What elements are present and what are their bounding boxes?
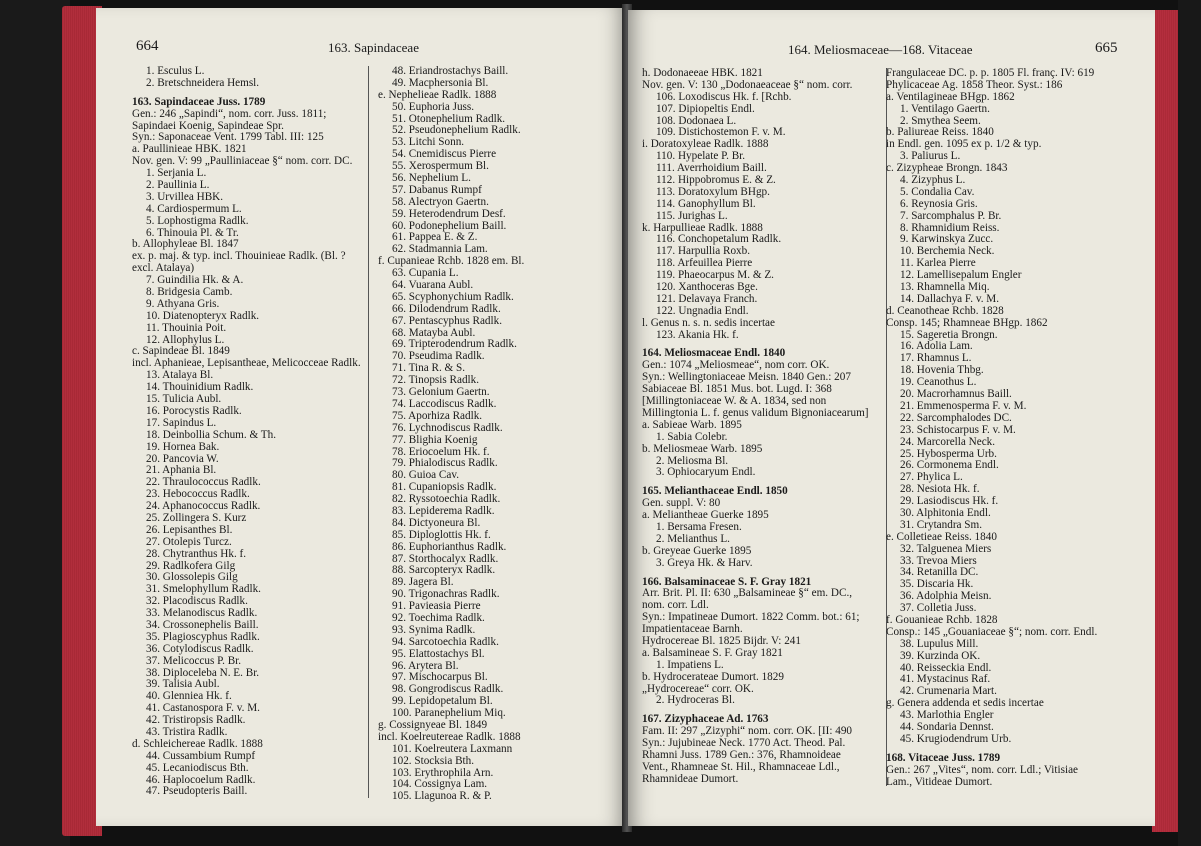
tribe-heading: f. Cupanieae Rchb. 1828 em. Bl.	[378, 255, 525, 268]
tribe-heading: e. Nephelieae Radlk. 1888	[378, 88, 497, 101]
genus-entry: 69. Tripterodendrum Radlk.	[392, 338, 517, 351]
text-line: excl. Atalaya)	[132, 262, 195, 275]
genus-entry: 18. Hovenia Thbg.	[900, 364, 984, 377]
tribe-heading: a. Ventilagineae BHgp. 1862	[886, 90, 1015, 103]
genus-entry: 23. Schistocarpus F. v. M.	[900, 423, 1016, 436]
genus-entry: 2. Meliosma Bl.	[656, 454, 729, 467]
text-line: Hydrocereae Bl. 1825 Bijdr. V: 241	[642, 634, 801, 647]
genus-entry: 8. Bridgesia Camb.	[146, 286, 233, 299]
left-column-1	[132, 66, 369, 798]
genus-entry: 22. Thraulococcus Radlk.	[146, 476, 261, 489]
text-line: Gen.: 267 „Vites“, nom. corr. Ldl.; Vitisiae	[886, 763, 1079, 776]
genus-entry: 30. Glossolepis Gilg	[146, 571, 238, 584]
genus-entry: 79. Phialodiscus Radlk.	[392, 457, 498, 470]
right-column-2	[886, 68, 1126, 788]
genus-entry: 12. Allophylus L.	[146, 333, 225, 346]
text-line: Sapindaei Koenig, Sapindeae Spr.	[132, 119, 284, 132]
genus-entry: 3. Urvillea HBK.	[146, 190, 224, 203]
text-line: Lam., Vitideae Dumort.	[886, 775, 993, 788]
genus-entry: 53. Litchi Sonn.	[392, 136, 465, 149]
genus-entry: 2. Paullinia L.	[146, 179, 210, 192]
genus-entry: 2. Hydroceras Bl.	[656, 694, 735, 707]
text-line: Rhamni Juss. 1789 Gen.: 376, Rhamnoideae	[642, 748, 841, 761]
tribe-heading: b. Paliureae Reiss. 1840	[886, 126, 994, 139]
genus-entry: 34. Retanilla DC.	[900, 566, 979, 579]
genus-entry: 41. Mystacinus Raf.	[900, 673, 991, 686]
genus-entry: 1. Esculus L.	[146, 65, 205, 77]
genus-entry: 38. Lupulus Mill.	[900, 637, 979, 650]
family-heading: 165. Melianthaceae Endl. 1850	[642, 485, 788, 498]
tribe-heading: i. Doratoxyleae Radlk. 1888	[642, 138, 769, 151]
tribe-heading: b. Hydrocerateae Dumort. 1829	[642, 670, 784, 683]
tribe-heading: a. Melianthеae Guerke 1895	[642, 509, 769, 522]
genus-entry: 67. Pentascyphus Radlk.	[392, 314, 503, 327]
text-line: Frangulaceae DC. p. p. 1805 Fl. franç. IV: 619	[886, 67, 1095, 79]
genus-entry: 4. Zizyphus L.	[900, 174, 966, 187]
genus-entry: 26. Cormonema Endl.	[900, 459, 999, 472]
genus-entry: 96. Arytera Bl.	[392, 659, 459, 672]
genus-entry: 48. Eriandrostachys Baill.	[392, 65, 509, 77]
genus-entry: 7. Sarcomphalus P. Br.	[900, 209, 1002, 222]
genus-entry: 44. Cussambium Rumpf	[146, 749, 256, 762]
genus-entry: 13. Atalaya Bl.	[146, 369, 214, 382]
genus-entry: 121. Delavaya Franch.	[656, 292, 758, 305]
genus-entry: 73. Gelonium Gaertn.	[392, 386, 490, 399]
genus-entry: 9. Athyana Gris.	[146, 297, 220, 310]
genus-entry: 64. Vuarana Aubl.	[392, 279, 474, 292]
genus-entry: 60. Podonephelium Baill.	[392, 219, 507, 232]
genus-entry: 13. Rhamnella Miq.	[900, 281, 990, 294]
genus-entry: 1. Bersama Fresen.	[656, 520, 742, 533]
genus-entry: 103. Erythrophila Arn.	[392, 766, 494, 779]
genus-entry: 94. Sarcotoechia Radlk.	[392, 635, 499, 648]
genus-entry: 81. Cupaniopsis Radlk.	[392, 481, 497, 494]
tribe-heading: g. Cossignyeae Bl. 1849	[378, 718, 488, 731]
genus-entry: 101. Koelreutera Laxmann	[392, 742, 513, 755]
genus-entry: 59. Heterodendrum Desf.	[392, 207, 506, 220]
genus-entry: 78. Eriocoelum Hk. f.	[392, 445, 490, 458]
book-edge-right	[1178, 0, 1201, 846]
genus-entry: 37. Melicoccus P. Br.	[146, 654, 242, 667]
genus-entry: 31. Crytandra Sm.	[900, 518, 983, 531]
genus-entry: 15. Tulicia Aubl.	[146, 393, 222, 406]
text-line: Phylicaceae Ag. 1858 Theor. Syst.: 186	[886, 78, 1063, 91]
family-heading: 167. Zizyphaceae Ad. 1763	[642, 713, 769, 726]
text-line: Rhamnideae Dumort.	[642, 772, 739, 785]
genus-entry: 17. Rhamnus L.	[900, 352, 972, 365]
text-line: Consp. 145; Rhamneae BHgp. 1862	[886, 316, 1048, 329]
tribe-heading: l. Genus n. s. n. sedis incertae	[642, 316, 775, 329]
genus-entry: 17. Sapindus L.	[146, 416, 217, 429]
text-line: incl. Koelreutereae Radlk. 1888	[378, 730, 521, 743]
genus-entry: 29. Radlkofera Gilg	[146, 559, 236, 572]
genus-entry: 43. Marlothia Engler	[900, 709, 994, 722]
genus-entry: 34. Crossonephelis Baill.	[146, 618, 259, 631]
genus-entry: 39. Kurzinda OK.	[900, 649, 981, 662]
text-line: Syn.: Jujubineae Neck. 1770 Act. Theod. Pal.	[642, 737, 846, 750]
genus-entry: 112. Hippobromus E. & Z.	[656, 174, 776, 187]
genus-entry: 21. Emmenosperma F. v. M.	[900, 399, 1027, 412]
genus-entry: 36. Adolphia Meisn.	[900, 590, 992, 603]
left-column-2	[378, 66, 618, 803]
genus-entry: 107. Dipiopeltis Endl.	[656, 102, 755, 115]
tribe-heading: c. Zizypheae Brongn. 1843	[886, 162, 1008, 175]
genus-entry: 23. Hebococcus Radlk.	[146, 488, 250, 501]
genus-entry: 91. Pavieasia Pierre	[392, 600, 481, 613]
genus-entry: 14. Dallachya F. v. M.	[900, 292, 1000, 305]
text-line: Fam. II: 297 „Zizyphi“ nom. corr. OK. [II: 490	[642, 725, 853, 738]
genus-entry: 58. Alectryon Gaertn.	[392, 195, 489, 208]
genus-entry: 104. Cossignya Lam.	[392, 778, 488, 791]
genus-entry: 6. Reynosia Gris.	[900, 197, 978, 210]
genus-entry: 24. Marcorella Neck.	[900, 435, 996, 448]
tribe-heading: k. Harpullieae Radlk. 1888	[642, 221, 763, 234]
genus-entry: 109. Distichostemon F. v. M.	[656, 126, 786, 139]
tribe-heading: b. Meliosmeae Warb. 1895	[642, 442, 763, 455]
genus-entry: 5. Lophostigma Radlk.	[146, 214, 249, 227]
tribe-heading: e. Colletieae Reiss. 1840	[886, 530, 997, 543]
genus-entry: 30. Alphitonia Endl.	[900, 506, 991, 519]
genus-entry: 98. Gongrodiscus Radlk.	[392, 683, 504, 696]
genus-entry: 56. Nephelium L.	[392, 172, 471, 185]
page-edges-right	[1152, 10, 1178, 832]
genus-entry: 1. Ventilago Gaertn.	[900, 102, 990, 115]
genus-entry: 118. Arfeuillea Pierre	[656, 257, 753, 270]
left-page	[96, 8, 626, 826]
tribe-heading: h. Dodonaeeae HBK. 1821	[642, 67, 763, 79]
text-line: Nov. gen. V: 130 „Dodonaeaceae §“ nom. corr.	[642, 78, 853, 91]
genus-entry: 61. Pappea E. & Z.	[392, 231, 478, 244]
tribe-heading: d. Ceanotheae Rchb. 1828	[886, 304, 1004, 317]
genus-entry: 122. Ungnadia Endl.	[656, 304, 749, 317]
genus-entry: 82. Ryssotoechia Radlk.	[392, 493, 501, 506]
genus-entry: 123. Akania Hk. f.	[656, 328, 739, 341]
genus-entry: 72. Tinopsis Radlk.	[392, 374, 480, 387]
genus-entry: 33. Melanodiscus Radlk.	[146, 607, 258, 620]
genus-entry: 71. Tina R. & S.	[392, 362, 466, 375]
genus-entry: 31. Smelophyllum Radlk.	[146, 583, 261, 596]
genus-entry: 86. Euphorianthus Radlk.	[392, 540, 507, 553]
text-line: „Hydrocereae“ corr. OK.	[642, 682, 754, 695]
text-line: Impatientaceae Barnh.	[642, 623, 743, 636]
text-line: Vent., Rhamneae St. Hil., Rhamnaceae Ldl.,	[642, 760, 840, 773]
genus-entry: 3. Greya Hk. & Harv.	[656, 556, 753, 569]
genus-entry: 45. Lecaniodiscus Bth.	[146, 761, 249, 774]
genus-entry: 52. Pseudonephelium Radlk.	[392, 124, 521, 137]
genus-entry: 47. Pseudopteris Baill.	[146, 785, 248, 798]
genus-entry: 68. Matayba Aubl.	[392, 326, 476, 339]
family-heading: 168. Vitaceae Juss. 1789	[886, 751, 1001, 764]
genus-entry: 51. Otonephelium Radlk.	[392, 112, 506, 125]
genus-entry: 20. Pancovia W.	[146, 452, 219, 465]
text-line: Syn.: Saponaceae Vent. 1799 Tabl. III: 125	[132, 131, 324, 144]
text-line: Millingtonia L. f. genus validum Bignoniacearum]	[642, 406, 869, 419]
genus-entry: 57. Dabanus Rumpf	[392, 183, 482, 196]
genus-entry: 114. Ganophyllum Bl.	[656, 197, 756, 210]
genus-entry: 1. Sabia Colebr.	[656, 430, 728, 443]
genus-entry: 74. Laccodiscus Radlk.	[392, 397, 497, 410]
genus-entry: 93. Synima Radlk.	[392, 623, 476, 636]
genus-entry: 21. Aphania Bl.	[146, 464, 217, 477]
genus-entry: 29. Lasiodiscus Hk. f.	[900, 495, 999, 508]
genus-entry: 35. Discaria Hk.	[900, 578, 974, 591]
genus-entry: 27. Otolepis Turcz.	[146, 535, 232, 548]
tribe-heading: f. Gouanieae Rchb. 1828	[886, 613, 998, 626]
genus-entry: 50. Euphoria Juss.	[392, 100, 475, 113]
genus-entry: 89. Jagera Bl.	[392, 576, 454, 589]
genus-entry: 77. Blighia Koenig	[392, 433, 478, 446]
genus-entry: 32. Talguenea Miers	[900, 542, 992, 555]
genus-entry: 19. Hornea Bak.	[146, 440, 220, 453]
genus-entry: 16. Porocystis Radlk.	[146, 404, 242, 417]
genus-entry: 45. Krugiodendrum Urb.	[900, 732, 1012, 745]
genus-entry: 14. Thouinidium Radlk.	[146, 381, 254, 394]
genus-entry: 6. Thinouia Pl. & Tr.	[146, 226, 239, 239]
text-line: nom. corr. Ldl.	[642, 599, 709, 612]
genus-entry: 9. Karwinskya Zucc.	[900, 233, 994, 246]
genus-entry: 119. Phaeocarpus M. & Z.	[656, 269, 774, 282]
genus-entry: 113. Doratoxylum BHgp.	[656, 185, 770, 198]
genus-entry: 8. Rhamnidium Reiss.	[900, 221, 1000, 234]
genus-entry: 120. Xanthoceras Bge.	[656, 281, 758, 294]
genus-entry: 18. Deinbollia Schum. & Th.	[146, 428, 276, 441]
genus-entry: 116. Conchopetalum Radlk.	[656, 233, 782, 246]
genus-entry: 2. Melianthus L.	[656, 532, 730, 545]
genus-entry: 97. Mischocarpus Bl.	[392, 671, 488, 684]
genus-entry: 41. Castanospora F. v. M.	[146, 702, 260, 715]
right-page	[628, 10, 1155, 826]
genus-entry: 66. Dilodendrum Radlk.	[392, 302, 501, 315]
genus-entry: 12. Lamellisepalum Engler	[900, 269, 1022, 282]
text-line: Arr. Brit. Pl. II: 630 „Balsamineae §“ em. DC.,	[642, 587, 853, 600]
text-line: Consp.: 145 „Gouaniaceae §“; nom. corr. Endl.	[886, 625, 1098, 638]
genus-entry: 88. Sarcopteryx Radlk.	[392, 564, 496, 577]
genus-entry: 110. Hypelate P. Br.	[656, 150, 746, 163]
genus-entry: 55. Xerospermum Bl.	[392, 160, 489, 173]
genus-entry: 100. Paranephelium Miq.	[392, 707, 506, 720]
genus-entry: 36. Cotylodiscus Radlk.	[146, 642, 254, 655]
text-line: Gen.: 246 „Sapindi“, nom. corr. Juss. 1811;	[132, 107, 327, 120]
genus-entry: 49. Macphersonia Bl.	[392, 76, 489, 89]
family-heading: 163. Sapindaceae Juss. 1789	[132, 95, 266, 108]
page-number-left: 664	[136, 38, 159, 54]
genus-entry: 19. Ceanothus L.	[900, 376, 977, 389]
page-number-right: 665	[1095, 40, 1118, 56]
right-column-1	[642, 68, 887, 786]
genus-entry: 102. Stocksia Bth.	[392, 754, 475, 767]
genus-entry: 65. Scyphonychium Radlk.	[392, 290, 514, 303]
genus-entry: 70. Pseudima Radlk.	[392, 350, 485, 363]
genus-entry: 90. Trigonachras Radlk.	[392, 588, 500, 601]
genus-entry: 42. Tristiropsis Radlk.	[146, 714, 246, 727]
text-line: Syn.: Impatineae Dumort. 1822 Comm. bot.: 61;	[642, 611, 860, 624]
genus-entry: 33. Trevoa Miers	[900, 554, 977, 567]
genus-entry: 24. Aphanococcus Radlk.	[146, 500, 261, 513]
tribe-heading: c. Sapindeae Bl. 1849	[132, 345, 230, 358]
genus-entry: 3. Ophiocaryum Endl.	[656, 466, 756, 479]
genus-entry: 25. Zollingera S. Kurz	[146, 511, 247, 524]
genus-entry: 25. Hybosperma Urb.	[900, 447, 997, 460]
genus-entry: 43. Tristira Radlk.	[146, 725, 228, 738]
genus-entry: 2. Bretschneidera Hemsl.	[146, 76, 260, 89]
text-line: Gen. suppl. V: 80	[642, 497, 721, 510]
genus-entry: 80. Guioa Cav.	[392, 469, 460, 482]
genus-entry: 115. Jurighas L.	[656, 209, 728, 222]
genus-entry: 83. Lepiderema Radlk.	[392, 504, 495, 517]
text-line: Gen.: 1074 „Meliosmeae“, nom corr. OK.	[642, 359, 830, 372]
genus-entry: 105. Llagunoa R. & P.	[392, 790, 492, 803]
tribe-heading: g. Genera addenda et sedis incertae	[886, 697, 1044, 710]
text-line: Sabiaceae Bl. 1851 Mus. bot. Lugd. I: 368	[642, 383, 832, 396]
tribe-heading: b. Allophyleae Bl. 1847	[132, 238, 239, 251]
genus-entry: 46. Haplocoelum Radlk.	[146, 773, 256, 786]
book-edge-left	[0, 0, 70, 846]
genus-entry: 40. Reisseckia Endl.	[900, 661, 992, 674]
genus-entry: 99. Lepidopetalum Bl.	[392, 695, 493, 708]
tribe-heading: b. Greyeae Guerke 1895	[642, 544, 752, 557]
genus-entry: 44. Sondaria Dennst.	[900, 720, 994, 733]
genus-entry: 4. Cardiospermum L.	[146, 202, 242, 215]
genus-entry: 92. Toechima Radlk.	[392, 611, 485, 624]
genus-entry: 85. Diploglottis Hk. f.	[392, 528, 491, 541]
genus-entry: 108. Dodonaea L.	[656, 114, 737, 127]
text-line: [Millingtoniaceae W. & A. 1834, sed non	[642, 395, 827, 408]
genus-entry: 7. Guindilia Hk. & A.	[146, 274, 244, 287]
genus-entry: 42. Crumenaria Mart.	[900, 685, 997, 698]
genus-entry: 10. Diatenopteryx Radlk.	[146, 309, 260, 322]
genus-entry: 28. Nesiota Hk. f.	[900, 483, 980, 496]
genus-entry: 5. Condalia Cav.	[900, 185, 975, 198]
genus-entry: 76. Lychnodiscus Radlk.	[392, 421, 503, 434]
genus-entry: 35. Plagioscyphus Radlk.	[146, 630, 260, 643]
genus-entry: 63. Cupania L.	[392, 267, 459, 280]
tribe-heading: d. Schleichereae Radlk. 1888	[132, 737, 263, 750]
running-head-right: 164. Meliosmaceae—168. Vitaceae	[788, 42, 973, 57]
genus-entry: 28. Chytranthus Hk. f.	[146, 547, 247, 560]
genus-entry: 111. Averrhoidium Baill.	[656, 162, 767, 175]
tribe-heading: a. Paullinieae HBK. 1821	[132, 143, 247, 156]
genus-entry: 39. Talisia Aubl.	[146, 678, 220, 691]
genus-entry: 75. Aporhiza Radlk.	[392, 409, 483, 422]
genus-entry: 38. Diploceleba N. E. Br.	[146, 666, 260, 679]
genus-entry: 20. Macrorhamnus Baill.	[900, 388, 1012, 401]
genus-entry: 117. Harpullia Roxb.	[656, 245, 751, 258]
text-line: ex. p. maj. & typ. incl. Thouinieae Radlk. (Bl. ?	[132, 250, 346, 263]
genus-entry: 15. Sageretia Brongn.	[900, 328, 998, 341]
genus-entry: 87. Storthocalyx Radlk.	[392, 552, 499, 565]
genus-entry: 95. Elattostachys Bl.	[392, 647, 485, 660]
family-heading: 164. Meliosmaceae Endl. 1840	[642, 347, 786, 360]
text-line: Syn.: Wellingtoniaceae Meisn. 1840 Gen.: 207	[642, 371, 851, 384]
genus-entry: 11. Thouinia Poit.	[146, 321, 227, 334]
tribe-heading: a. Sabieae Warb. 1895	[642, 418, 742, 431]
running-head-left: 163. Sapindaceae	[328, 40, 419, 55]
genus-entry: 62. Stadmannia Lam.	[392, 243, 488, 256]
text-line: Nov. gen. V: 99 „Paulliniaceae §“ nom. corr. DC.	[132, 155, 353, 168]
genus-entry: 3. Paliurus L.	[900, 150, 961, 163]
family-heading: 166. Balsaminaceae S. F. Gray 1821	[642, 575, 812, 588]
genus-entry: 26. Lepisanthes Bl.	[146, 523, 233, 536]
genus-entry: 106. Loxodiscus Hk. f. [Rchb.	[656, 90, 792, 103]
genus-entry: 1. Impatiens L.	[656, 658, 724, 671]
genus-entry: 54. Cnemidiscus Pierre	[392, 148, 497, 161]
genus-entry: 2. Smythea Seem.	[900, 114, 981, 127]
genus-entry: 27. Phylica L.	[900, 471, 963, 484]
text-line: incl. Aphanieae, Lepisantheae, Melicocceae Radlk.	[132, 357, 361, 370]
text-line: in Endl. gen. 1095 ex p. 1/2 & typ.	[886, 138, 1042, 151]
genus-entry: 16. Adolia Lam.	[900, 340, 973, 353]
genus-entry: 84. Dictyoneura Bl.	[392, 516, 481, 529]
genus-entry: 40. Glenniea Hk. f.	[146, 690, 232, 703]
genus-entry: 22. Sarcomphalodes DC.	[900, 411, 1012, 424]
genus-entry: 11. Karlea Pierre	[900, 257, 976, 270]
genus-entry: 1. Serjania L.	[146, 167, 207, 180]
genus-entry: 10. Berchemia Neck.	[900, 245, 995, 258]
genus-entry: 37. Colletia Juss.	[900, 602, 977, 615]
genus-entry: 32. Placodiscus Radlk.	[146, 595, 248, 608]
tribe-heading: a. Balsamineae S. F. Gray 1821	[642, 646, 783, 659]
